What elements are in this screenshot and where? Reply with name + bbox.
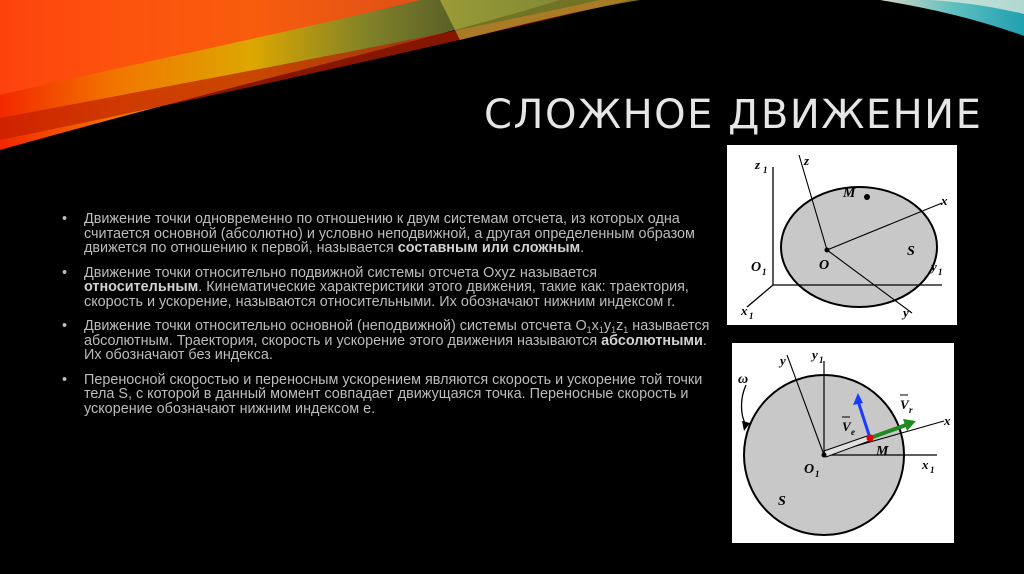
- svg-text:x: x: [741, 303, 748, 318]
- svg-text:y: y: [931, 259, 937, 274]
- svg-text:O: O: [804, 462, 815, 477]
- svg-text:O: O: [751, 260, 762, 275]
- svg-text:z: z: [755, 157, 761, 172]
- svg-text:z: z: [804, 153, 810, 168]
- svg-text:y: y: [903, 305, 909, 320]
- svg-text:x: x: [944, 413, 951, 428]
- svg-text:1: 1: [930, 465, 935, 475]
- svg-text:r: r: [909, 405, 913, 415]
- bullet-dot: •: [62, 371, 68, 388]
- bullet-item: • Переносной скоростью и переносным ускорением являются скорость и ускорение той точки тела S, с которой в данный момент совпадает движущаяся точка. Переносные скорость и ускорение обозначают нижним индексом e.: [62, 371, 703, 417]
- svg-text:V: V: [900, 397, 909, 412]
- svg-text:O: O: [819, 258, 830, 273]
- bullet-dot: •: [62, 264, 68, 281]
- figure-1-diagram: [727, 145, 957, 325]
- svg-text:y: y: [812, 347, 818, 362]
- svg-text:1: 1: [938, 267, 943, 277]
- figure-2-diagram: [732, 343, 954, 543]
- bullet-item: • Движение точки относительно подвижной системы отсчета Oxyz называется относительным. Кинематические характеристики этого движения, такие как: траектория, скорость и ускорение, называются относительными. Их обозначают нижним индексом r.: [62, 264, 689, 310]
- svg-text:1: 1: [763, 165, 768, 175]
- svg-text:1: 1: [819, 355, 824, 365]
- svg-text:ω: ω: [738, 372, 749, 387]
- svg-text:1: 1: [815, 469, 820, 479]
- svg-text:M: M: [876, 444, 889, 459]
- bullet-item: • Движение точки одновременно по отношению к двум системам отсчета, из которых одна считается основной (абсолютно) и условно неподвижной, а другая определенным образом движется по отношению к первой, называется составным или сложным.: [62, 211, 695, 256]
- bullet-dot: •: [62, 318, 68, 334]
- svg-text:M: M: [843, 186, 856, 201]
- figure-relative-motion: [727, 145, 957, 325]
- bullet-dot: •: [62, 211, 68, 227]
- svg-text:1: 1: [762, 267, 767, 277]
- svg-text:x: x: [922, 457, 929, 472]
- bullet-list: [62, 212, 712, 426]
- svg-text:V: V: [842, 419, 851, 434]
- svg-text:1: 1: [749, 311, 754, 321]
- svg-text:S: S: [778, 494, 786, 509]
- svg-text:x: x: [941, 193, 948, 208]
- slide-title: СЛОЖНОЕ ДВИЖЕНИЕ: [484, 92, 983, 138]
- svg-text:y: y: [780, 353, 786, 368]
- svg-text:S: S: [907, 244, 915, 259]
- bullet-item: • Движение точки относительно основной (неподвижной) системы отсчета $O_1x_1y_1z_1$ называется абсолютным. Траектория, скорость и ускорение этого движения называются абсолютными. Их обозначают без индекса.: [62, 318, 710, 363]
- svg-text:e: e: [851, 427, 855, 437]
- figure-rotating-disk: [732, 343, 954, 543]
